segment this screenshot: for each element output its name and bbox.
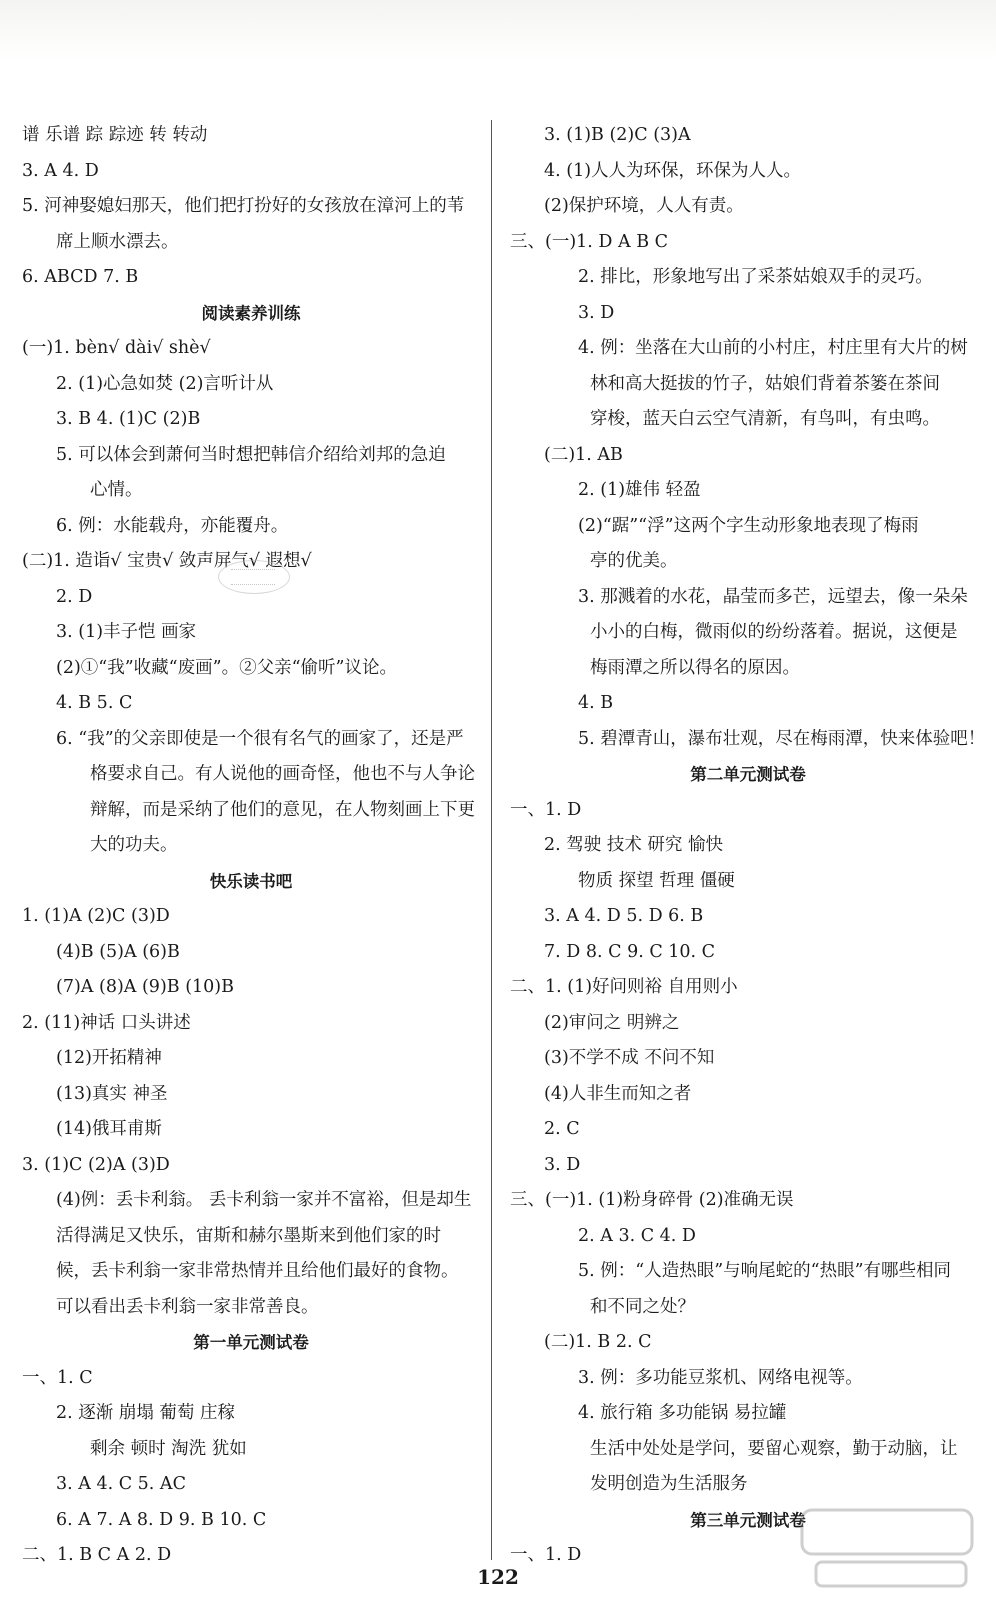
answer-line: (13)真实 神圣 bbox=[56, 1083, 168, 1104]
answer-line: 三、(一)1. (1)粉身碎骨 (2)准确无误 bbox=[510, 1190, 794, 1210]
answer-line: (4)B (5)A (6)B bbox=[56, 941, 180, 962]
answer-line: 谱 乐谱 踪 踪迹 转 转动 bbox=[22, 125, 208, 145]
answer-line: 小小的白梅，微雨似的纷纷落着。据说，这便是 bbox=[590, 622, 958, 642]
answer-line: (2)审问之 明辨之 bbox=[544, 1012, 680, 1033]
answer-line: 穿梭，蓝天白云空气清新，有鸟叫，有虫鸣。 bbox=[590, 409, 940, 429]
answer-line: 2. (1)心急如焚 (2)言听计从 bbox=[56, 373, 274, 394]
answer-line: 6. 例：水能载舟，亦能覆舟。 bbox=[56, 515, 289, 536]
right-column bbox=[510, 118, 986, 1574]
answer-line: 3. 那溅着的水花，晶莹而多芒，远望去，像一朵朵 bbox=[578, 586, 968, 607]
answer-line: 2. 驾驶 技术 研究 愉快 bbox=[544, 835, 723, 855]
section-heading: 第三单元测试卷 bbox=[690, 1510, 806, 1530]
answer-line: 一、1. C bbox=[22, 1367, 93, 1388]
answer-line: 3. D bbox=[544, 1154, 581, 1175]
left-column bbox=[22, 118, 480, 1574]
answer-line: 可以看出丢卡利翁一家非常善良。 bbox=[56, 1296, 319, 1317]
answer-line: 3. A 4. C 5. AC bbox=[56, 1474, 186, 1494]
answer-line: 活得满足又快乐，宙斯和赫尔墨斯来到他们家的时 bbox=[56, 1225, 441, 1246]
answer-line: 2. 排比，形象地写出了采茶姑娘双手的灵巧。 bbox=[578, 267, 933, 287]
answer-line: 2. 逐渐 崩塌 葡萄 庄稼 bbox=[56, 1403, 235, 1423]
answer-line: 林和高大挺拔的竹子，姑娘们背着茶篓在茶间 bbox=[590, 373, 940, 394]
answer-line: 和不同之处？ bbox=[590, 1296, 695, 1317]
faint-stamp-mark bbox=[218, 560, 290, 594]
answer-line: 6. A 7. A 8. D 9. B 10. C bbox=[56, 1509, 267, 1530]
answer-line: 2. (1)雄伟 轻盈 bbox=[578, 480, 701, 500]
answer-line: (一)1. bèn√ dài√ shè√ bbox=[22, 338, 211, 358]
answer-line: 4. 旅行箱 多功能锅 易拉罐 bbox=[578, 1403, 787, 1423]
answer-line: (14)俄耳甫斯 bbox=[56, 1119, 162, 1139]
section-heading: 快乐读书吧 bbox=[209, 871, 293, 891]
answer-line: 梅雨潭之所以得名的原因。 bbox=[590, 657, 800, 678]
answer-line: 3. A 4. D 5. D 6. B bbox=[544, 906, 704, 926]
answer-line: 候，丢卡利翁一家非常热情并且给他们最好的食物。 bbox=[56, 1261, 459, 1281]
answer-line: 3. A 4. D bbox=[22, 160, 99, 181]
answer-line: 4. 例：坐落在大山前的小村庄，村庄里有大片的树 bbox=[578, 338, 968, 358]
answer-line: 席上顺水漂去。 bbox=[56, 231, 179, 252]
answer-line: 7. D 8. C 9. C 10. C bbox=[544, 941, 716, 962]
answer-line: 4. B bbox=[578, 693, 614, 713]
answer-line: (7)A (8)A (9)B (10)B bbox=[56, 977, 234, 997]
answer-line: 4. B 5. C bbox=[56, 693, 133, 713]
answer-line: (4)例：丢卡利翁。 丢卡利翁一家并不富裕，但是却生 bbox=[56, 1190, 472, 1210]
answer-line: (2)保护环境，人人有责。 bbox=[544, 196, 744, 216]
answer-line: 二、1. B C A 2. D bbox=[22, 1545, 172, 1565]
answer-line: 5. 例：“人造热眼”与响尾蛇的“热眼”有哪些相同 bbox=[578, 1261, 952, 1281]
answer-line: 发明创造为生活服务 bbox=[590, 1474, 748, 1494]
answer-line: (二)1. B 2. C bbox=[544, 1332, 652, 1352]
answer-line: 心情。 bbox=[90, 480, 143, 500]
section-heading: 第一单元测试卷 bbox=[193, 1333, 309, 1352]
answer-line: 2. (11)神话 口头讲述 bbox=[22, 1012, 191, 1033]
answer-line: (4)人非生而知之者 bbox=[544, 1083, 692, 1104]
answer-line: 3. 例：多功能豆浆机、网络电视等。 bbox=[578, 1367, 863, 1388]
answer-line: 2. A 3. C 4. D bbox=[578, 1225, 696, 1246]
answer-line: 三、(一)1. D A B C bbox=[510, 231, 669, 252]
answer-line: 一、1. D bbox=[510, 799, 582, 820]
answer-line: 5. 可以体会到萧何当时想把韩信介绍给刘邦的急迫 bbox=[56, 444, 446, 465]
answer-line: 3. (1)丰子恺 画家 bbox=[56, 622, 197, 642]
answer-line: 6. “我”的父亲即使是一个很有名气的画家了，还是严 bbox=[56, 728, 464, 749]
answer-line: 格要求自己。有人说他的画奇怪，他也不与人争论 bbox=[90, 764, 475, 784]
answer-line: 3. (1)C (2)A (3)D bbox=[22, 1154, 170, 1175]
answer-line: 2. D bbox=[56, 586, 93, 607]
answer-line: 亭的优美。 bbox=[590, 551, 678, 571]
answer-line: 二、1. (1)好问则裕 自用则小 bbox=[510, 977, 738, 997]
answer-line: 4. (1)人人为环保，环保为人人。 bbox=[544, 160, 802, 181]
scan-top-edge bbox=[0, 0, 996, 60]
answer-line: 大的功夫。 bbox=[90, 835, 178, 855]
answer-line: 1. (1)A (2)C (3)D bbox=[22, 906, 170, 926]
answer-line: (2)“踞”“浮”这两个字生动形象地表现了梅雨 bbox=[578, 515, 919, 536]
answer-line: 辩解，而是采纳了他们的意见，在人物刻画上下更 bbox=[90, 799, 475, 820]
answer-line: 5. 碧潭青山，瀑布壮观，尽在梅雨潭，快来体验吧！ bbox=[578, 728, 986, 749]
answer-line: 3. B 4. (1)C (2)B bbox=[56, 409, 201, 429]
answer-line: 剩余 顿时 淘洗 犹如 bbox=[90, 1438, 247, 1459]
section-heading: 阅读素养训练 bbox=[201, 303, 301, 323]
answer-line: 6. ABCD 7. B bbox=[22, 267, 139, 287]
answer-line: 2. C bbox=[544, 1119, 580, 1139]
answer-line: (二)1. 造诣√ 宝贵√ 敛声屏气√ 遐想√ bbox=[22, 551, 312, 571]
answer-line: (二)1. AB bbox=[544, 444, 623, 465]
section-heading: 第二单元测试卷 bbox=[690, 765, 806, 784]
answer-line: 5. 河神娶媳妇那天，他们把打扮好的女孩放在漳河上的苇 bbox=[22, 196, 465, 216]
answer-line: 生活中处处是学问，要留心观察，勤于动脑，让 bbox=[590, 1438, 958, 1459]
answer-line: 物质 探望 哲理 僵硬 bbox=[578, 870, 735, 891]
answer-line: 一、1. D bbox=[510, 1545, 582, 1565]
page-number: 122 bbox=[477, 1565, 519, 1589]
column-divider bbox=[491, 120, 492, 1560]
answer-line: 3. D bbox=[578, 302, 615, 323]
answer-line: 3. (1)B (2)C (3)A bbox=[544, 125, 691, 145]
answer-line: (3)不学不成 不问不知 bbox=[544, 1048, 715, 1068]
answer-line: (2)①“我”收藏“废画”。②父亲“偷听”议论。 bbox=[56, 657, 397, 678]
answer-line: (12)开拓精神 bbox=[56, 1048, 162, 1068]
